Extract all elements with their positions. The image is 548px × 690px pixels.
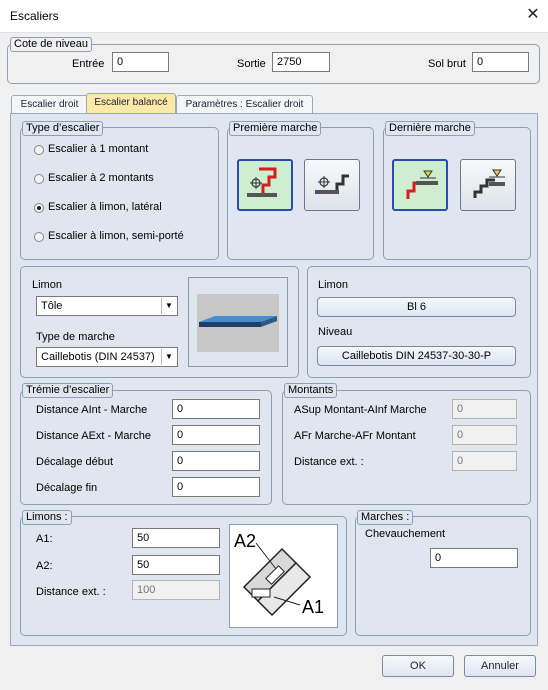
diagram-a2-label: A2 <box>234 531 257 551</box>
posts-row-1-input[interactable]: 0 <box>452 399 517 419</box>
stringer-right-label: Limon <box>318 279 348 291</box>
opening-legend: Trémie d’escalier <box>22 383 113 398</box>
level-label: Niveau <box>318 326 353 338</box>
exit-input[interactable]: 2750 <box>272 52 330 72</box>
last-step-option-b-button[interactable] <box>460 159 516 211</box>
cancel-button[interactable]: Annuler <box>464 655 536 677</box>
overlap-input[interactable]: 0 <box>430 548 518 568</box>
stair-start-alt-icon <box>305 160 359 210</box>
first-step-legend: Première marche <box>229 121 321 136</box>
step-type-label: Type de marche <box>36 331 115 343</box>
steps-legend: Marches : <box>357 510 413 525</box>
posts-legend: Montants <box>284 383 337 398</box>
a2-label: A2: <box>36 560 53 572</box>
last-step-legend: Dernière marche <box>385 121 475 136</box>
close-icon[interactable]: ✕ <box>526 6 540 23</box>
opening-row-2-input[interactable]: 0 <box>172 425 260 445</box>
stringer-diagram <box>229 524 338 628</box>
tab-escalier-balance[interactable]: Escalier balancé <box>86 93 176 114</box>
radio-limon-semi-porte-label: Escalier à limon, semi-porté <box>48 230 184 242</box>
opening-row-3-label: Décalage début <box>36 456 114 468</box>
ground-input[interactable]: 0 <box>472 52 529 72</box>
step-type-value: Caillebotis (DIN 24537) <box>41 351 155 363</box>
entry-input[interactable]: 0 <box>112 52 169 72</box>
stair-end-alt-icon <box>461 160 515 210</box>
first-step-option-b-button[interactable] <box>304 159 360 211</box>
steel-plate-icon <box>197 294 279 352</box>
stringer-material-value: Tôle <box>41 300 63 312</box>
stair-end-icon <box>394 161 446 209</box>
radio-2-montants-label: Escalier à 2 montants <box>48 172 154 184</box>
stringer-material-select[interactable] <box>36 296 178 316</box>
stringers-distance-input[interactable]: 100 <box>132 580 220 600</box>
posts-row-2-label: AFr Marche-AFr Montant <box>294 430 416 442</box>
radio-2-montants[interactable] <box>34 174 44 184</box>
opening-row-1-input[interactable]: 0 <box>172 399 260 419</box>
radio-1-montant-label: Escalier à 1 montant <box>48 143 149 155</box>
title-bar <box>0 0 548 33</box>
last-step-option-a-button[interactable] <box>392 159 448 211</box>
diagram-a1-label: A1 <box>302 597 325 617</box>
a1-input[interactable]: 50 <box>132 528 220 548</box>
step-type-select[interactable] <box>36 347 178 367</box>
exit-label: Sortie <box>237 58 266 70</box>
stringer-profile-button[interactable]: Bl 6 <box>317 297 516 317</box>
posts-row-3-label: Distance ext. : <box>294 456 364 468</box>
stringer-left-label: Limon <box>32 279 62 291</box>
chevron-down-icon: ▼ <box>161 298 176 314</box>
posts-row-2-input[interactable]: 0 <box>452 425 517 445</box>
ground-label: Sol brut <box>428 58 466 70</box>
stringers-legend: Limons : <box>22 510 72 525</box>
stringers-distance-label: Distance ext. : <box>36 586 106 598</box>
tab-parametres[interactable]: Paramètres : Escalier droit <box>176 95 313 114</box>
first-step-option-a-button[interactable] <box>237 159 293 211</box>
radio-limon-semi-porte[interactable] <box>34 232 44 242</box>
tab-escalier-droit[interactable]: Escalier droit <box>11 95 88 114</box>
chevron-down-icon: ▼ <box>161 349 176 365</box>
stair-type-legend: Type d’escalier <box>22 121 103 136</box>
window-title: Escaliers <box>10 9 59 23</box>
a1-label: A1: <box>36 533 53 545</box>
posts-row-1-label: ASup Montant-AInf Marche <box>294 404 427 416</box>
radio-limon-lateral-label: Escalier à limon, latéral <box>48 201 162 213</box>
opening-row-4-input[interactable]: 0 <box>172 477 260 497</box>
entry-label: Entrée <box>72 58 105 70</box>
posts-row-3-input[interactable]: 0 <box>452 451 517 471</box>
opening-row-4-label: Décalage fin <box>36 482 98 494</box>
overlap-label: Chevauchement <box>365 528 446 540</box>
level-legend: Cote de niveau <box>10 37 92 52</box>
radio-1-montant[interactable] <box>34 145 44 155</box>
radio-limon-lateral[interactable] <box>34 203 44 213</box>
opening-row-2-label: Distance AExt - Marche <box>36 430 151 442</box>
stair-start-icon <box>239 161 291 209</box>
opening-row-1-label: Distance AInt - Marche <box>36 404 148 416</box>
plate-preview <box>188 277 288 367</box>
a2-input[interactable]: 50 <box>132 555 220 575</box>
opening-row-3-input[interactable]: 0 <box>172 451 260 471</box>
grating-button[interactable]: Caillebotis DIN 24537-30-30-P <box>317 346 516 366</box>
ok-button[interactable]: OK <box>382 655 454 677</box>
